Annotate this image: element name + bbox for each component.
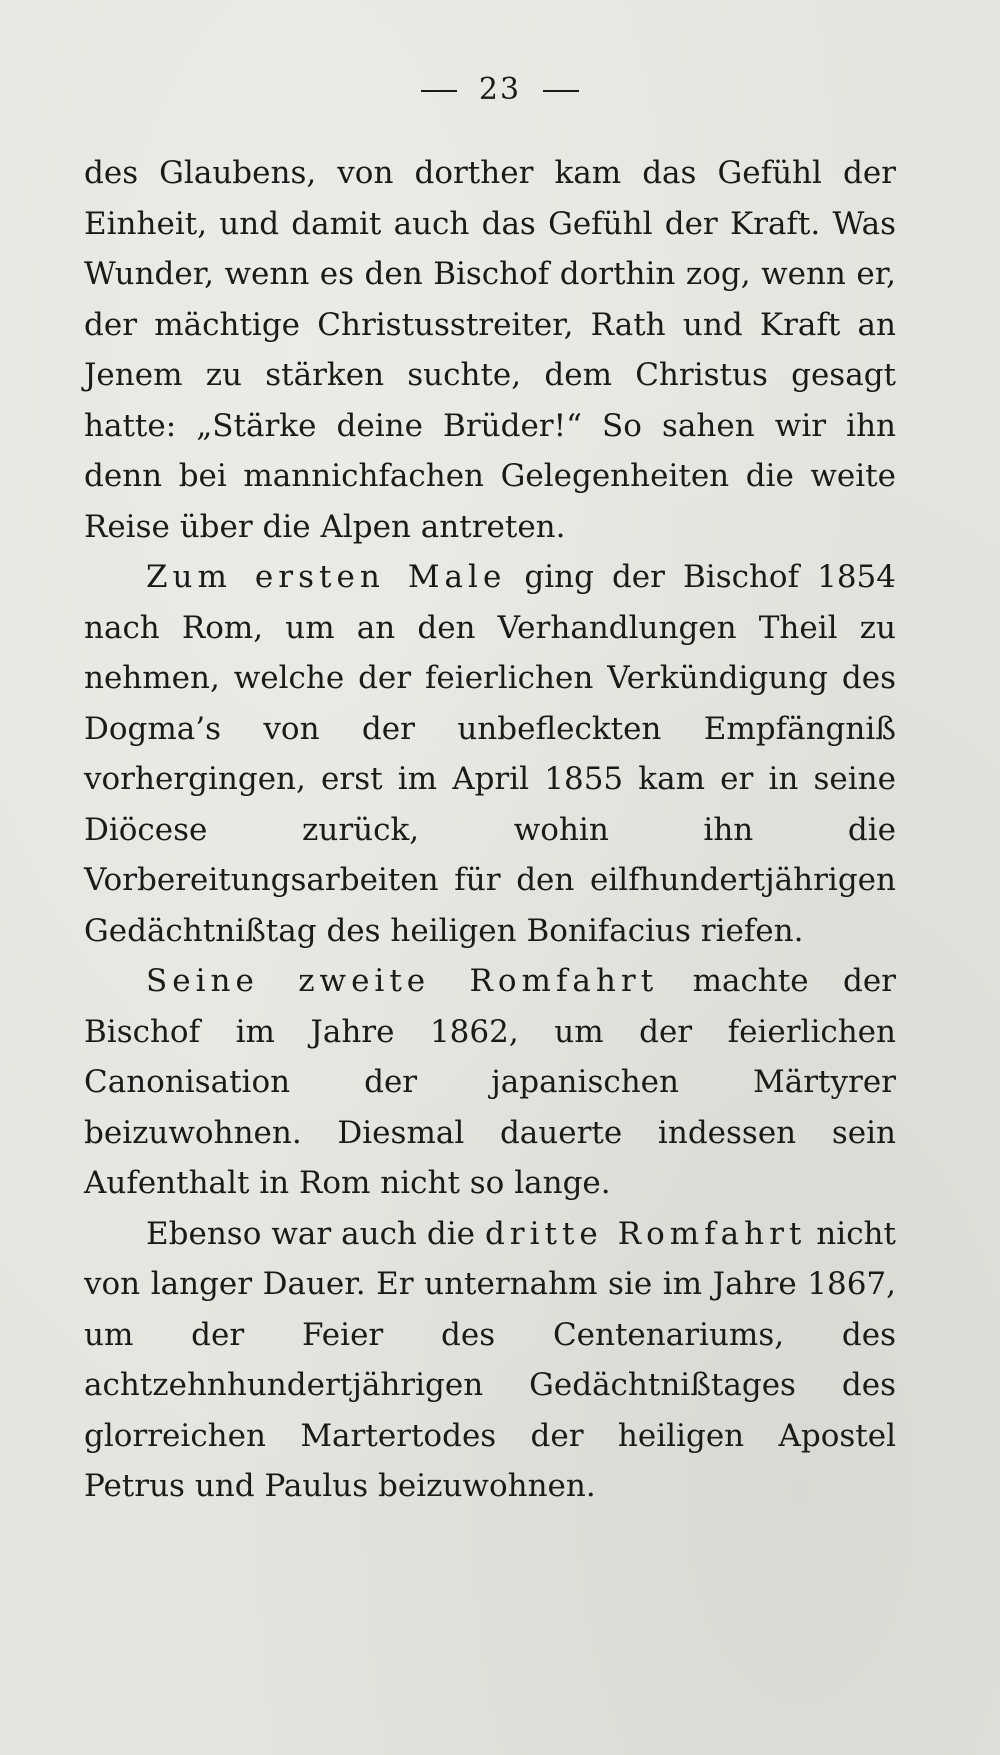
left-dash: [421, 90, 457, 92]
body-text: [84, 148, 896, 1512]
paragraph-4-text-end: nicht von langer Dauer. Er unternahm sie im Jahre 1867, um der Feier des Centenariums, des achtzehnhundertjährigen Gedächtnißtages des glorreichen Martertodes der heiligen Apostel Petrus und Paulus beizuwohnen.: [84, 1215, 896, 1504]
paragraph-1: [84, 148, 896, 552]
paragraph-3-text: machte der Bischof im Jahre 1862, um der feierlichen Canonisation der japanischen Märtyrer beizuwohnen. Diesmal dauerte indessen sein Aufenthalt in Rom nicht so lange.: [84, 963, 896, 1201]
paragraph-3: [84, 956, 896, 1209]
emphasis-third-trip: dritte Romfahrt: [484, 1215, 807, 1252]
paragraph-2-text: ging der Bischof 1854 nach Rom, um an den Verhandlungen Theil zu nehmen, welche der feierlichen Verkündigung des Dogma’s von der unbefleckten Empfängniß vorhergingen, erst im April 1855 kam er in seine Diöcese zurück, wohin ihn die Vorbereitungsarbeiten für den eilfhundertjährigen Gedächtnißtag des heiligen Bonifacius riefen.: [84, 559, 896, 949]
page-header: [0, 72, 1000, 107]
paragraph-1-text: des Glaubens, von dorther kam das Gefühl der Einheit, und damit auch das Gefühl der Kraft. Was Wunder, wenn es den Bischof dorthin zog, wenn er, der mächtige Christusstreiter, Rath und Kraft an Jenem zu stärken suchte, dem Christus gesagt hatte: „Stärke deine Brüder!“ So sahen wir ihn denn bei mannichfachen Gelegenheiten die weite Reise über die Alpen antreten.: [84, 155, 896, 545]
page-number: 23: [478, 72, 522, 107]
emphasis-second-trip: Seine zweite Romfahrt: [146, 963, 659, 999]
paragraph-2: [84, 552, 896, 956]
paragraph-4-text-start: Ebenso war auch die: [146, 1215, 485, 1252]
emphasis-first-time: Zum ersten Male: [146, 559, 507, 595]
right-dash: [543, 90, 579, 92]
paragraph-4: [84, 1209, 896, 1512]
